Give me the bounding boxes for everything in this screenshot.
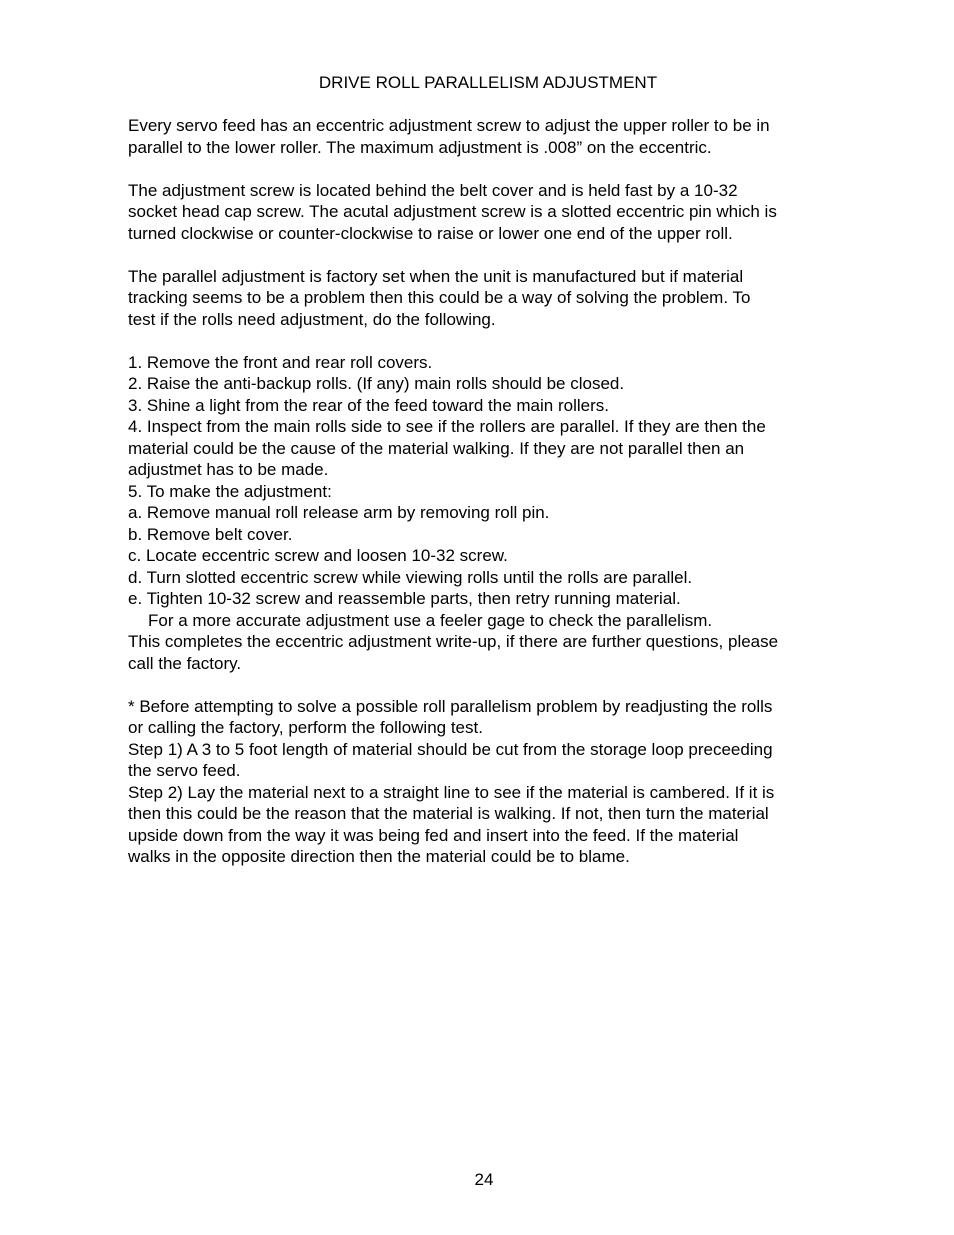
text-line: Every servo feed has an eccentric adjustment screw to adjust the upper roller to be in [128, 116, 770, 135]
text-line: walks in the opposite direction then the material could be to blame. [128, 847, 630, 866]
text-line: test if the rolls need adjustment, do the following. [128, 309, 496, 329]
paragraph-spacer [128, 674, 858, 696]
text-line: The parallel adjustment is factory set when the unit is manufactured but if material [128, 266, 744, 286]
feeler-gage-note: For a more accurate adjustment use a feeler gage to check the parallelism. [148, 610, 713, 630]
paragraph-spacer [128, 330, 858, 352]
text-line: socket head cap screw. The acutal adjustment screw is a slotted eccentric pin which is [128, 202, 777, 221]
text-line: tracking seems to be a problem then this could be a way of solving the problem. To [128, 288, 751, 307]
step-line: 3. Shine a light from the rear of the feed toward the main rollers. [128, 395, 609, 415]
text-line: The adjustment screw is located behind the belt cover and is held fast by a 10-32 [128, 180, 738, 200]
paragraph-closing [128, 631, 858, 674]
text-line: parallel to the lower roller. The maximum adjustment is .008” on the eccentric. [128, 137, 712, 157]
text-line: call the factory. [128, 653, 242, 673]
text-line: turned clockwise or counter-clockwise to raise or lower one end of the upper roll. [128, 223, 733, 243]
procedure-steps [128, 352, 858, 632]
paragraph-spacer [128, 158, 858, 180]
text-line: * Before attempting to solve a possible roll parallelism problem by readjusting the rolls [128, 696, 773, 716]
paragraph-test [128, 696, 858, 868]
step-line: material could be the cause of the material walking. If they are not parallel then an [128, 438, 745, 458]
text-line: This completes the eccentric adjustment write-up, if there are further questions, please [128, 632, 779, 651]
step-line: e. Tighten 10-32 screw and reassemble parts, then retry running material. [128, 589, 681, 608]
page-number: 24 [474, 1170, 494, 1189]
step-line: 4. Inspect from the main rolls side to see if the rollers are parallel. If they are then the [128, 417, 766, 436]
step-line: adjustmet has to be made. [128, 460, 329, 479]
paragraph-screw-location [128, 180, 858, 245]
text-line: the servo feed. [128, 761, 241, 780]
paragraph-spacer [128, 244, 858, 266]
paragraph-factory-set [128, 266, 858, 331]
step-line: a. Remove manual roll release arm by removing roll pin. [128, 503, 550, 522]
text-line: upside down from the way it was being fed and insert into the feed. If the material [128, 825, 739, 845]
text-line: Step 2) Lay the material next to a straight line to see if the material is cambered. If it is [128, 782, 775, 802]
step-line: c. Locate eccentric screw and loosen 10-32 screw. [128, 546, 508, 565]
page-title: DRIVE ROLL PARALLELISM ADJUSTMENT [318, 73, 658, 92]
step-line: d. Turn slotted eccentric screw while viewing rolls until the rolls are parallel. [128, 567, 693, 587]
text-line: or calling the factory, perform the following test. [128, 718, 483, 737]
document-body [128, 115, 858, 868]
text-line: then this could be the reason that the material is walking. If not, then turn the material [128, 804, 769, 823]
text-line: Step 1) A 3 to 5 foot length of material should be cut from the storage loop preceeding [128, 739, 773, 759]
step-line: b. Remove belt cover. [128, 524, 293, 544]
step-line: 2. Raise the anti-backup rolls. (If any) main rolls should be closed. [128, 374, 625, 393]
step-line: 5. To make the adjustment: [128, 481, 332, 501]
step-line: 1. Remove the front and rear roll covers. [128, 352, 433, 372]
paragraph-intro [128, 115, 858, 158]
